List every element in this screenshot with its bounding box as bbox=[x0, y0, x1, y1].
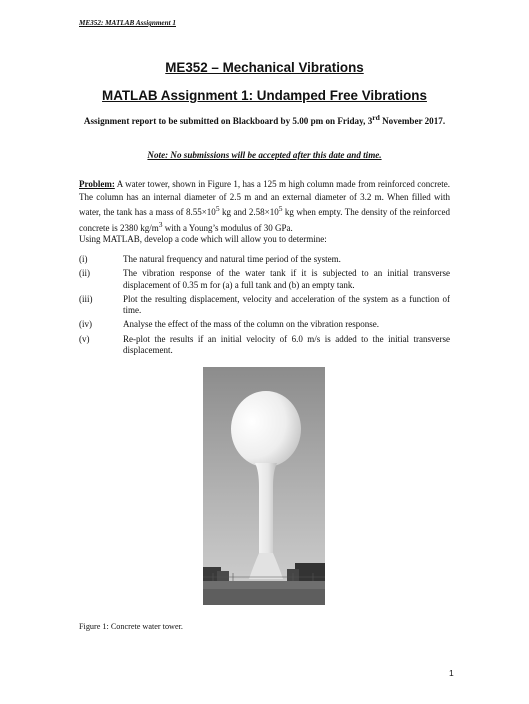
running-header: ME352: MATLAB Assignment 1 bbox=[79, 19, 176, 27]
task-number: (i) bbox=[79, 254, 88, 264]
deadline-note: Note: No submissions will be accepted after this date and time. bbox=[147, 150, 382, 160]
list-item bbox=[79, 319, 450, 330]
problem-text-2: kg and 2.58×10 bbox=[219, 207, 279, 218]
list-item bbox=[79, 268, 450, 291]
task-text: Analyse the effect of the mass of the column on the vibration response. bbox=[123, 319, 380, 330]
list-item bbox=[79, 294, 450, 317]
submission-text-start: Assignment report to be submitted on Blackboard by 5.00 pm on Friday, 3 bbox=[83, 116, 373, 127]
page-number: 1 bbox=[449, 668, 454, 678]
exponent-empty-mass: 5 bbox=[278, 204, 283, 214]
task-number: (ii) bbox=[79, 268, 90, 279]
task-text: Re-plot the results if an initial velocity of 6.0 m/s is added to the initial transverse displacement. bbox=[123, 333, 450, 356]
task-text: The vibration response of the water tank if it is subjected to an initial transverse displacement of 0.35 m for (a) a full tank and (b) an empty tank. bbox=[123, 268, 450, 290]
task-list bbox=[79, 254, 450, 359]
submission-text-end: November 2017. bbox=[379, 116, 446, 127]
problem-statement bbox=[79, 178, 450, 234]
task-number: (v) bbox=[79, 333, 90, 344]
problem-text-4: with a Young’s modulus of 30 GPa. bbox=[162, 222, 293, 233]
task-text: The natural frequency and natural time period of the system. bbox=[123, 254, 341, 264]
problem-label: Problem: bbox=[79, 179, 115, 189]
water-tower-photo bbox=[203, 367, 325, 605]
task-text: Plot the resulting displacement, velocity and acceleration of the system as a function of time. bbox=[123, 293, 450, 316]
exponent-full-mass: 5 bbox=[215, 204, 220, 214]
submission-instructions bbox=[79, 112, 450, 128]
submission-date-suffix: rd bbox=[372, 113, 380, 122]
task-number: (iii) bbox=[79, 293, 93, 304]
course-title: ME352 – Mechanical Vibrations bbox=[165, 60, 364, 75]
assignment-title: MATLAB Assignment 1: Undamped Free Vibrations bbox=[102, 88, 427, 103]
exponent-density-unit: 3 bbox=[158, 219, 163, 229]
figure-caption: Figure 1: Concrete water tower. bbox=[79, 622, 183, 631]
problem-text-3: kg when empty. The density of the reinforced concrete is 2380 kg/m bbox=[79, 207, 451, 233]
list-item bbox=[79, 334, 450, 357]
task-number: (iv) bbox=[79, 319, 92, 330]
task-intro: Using MATLAB, develop a code which will allow you to determine: bbox=[79, 234, 327, 244]
problem-text-1: A water tower, shown in Figure 1, has a 125 m high column made from reinforced concrete. The column has an internal diameter of 2.5 m and an external diameter of 3.2 m. When filled with water, the tank has a mass of 8.55×10 bbox=[79, 179, 450, 218]
list-item bbox=[79, 254, 450, 265]
